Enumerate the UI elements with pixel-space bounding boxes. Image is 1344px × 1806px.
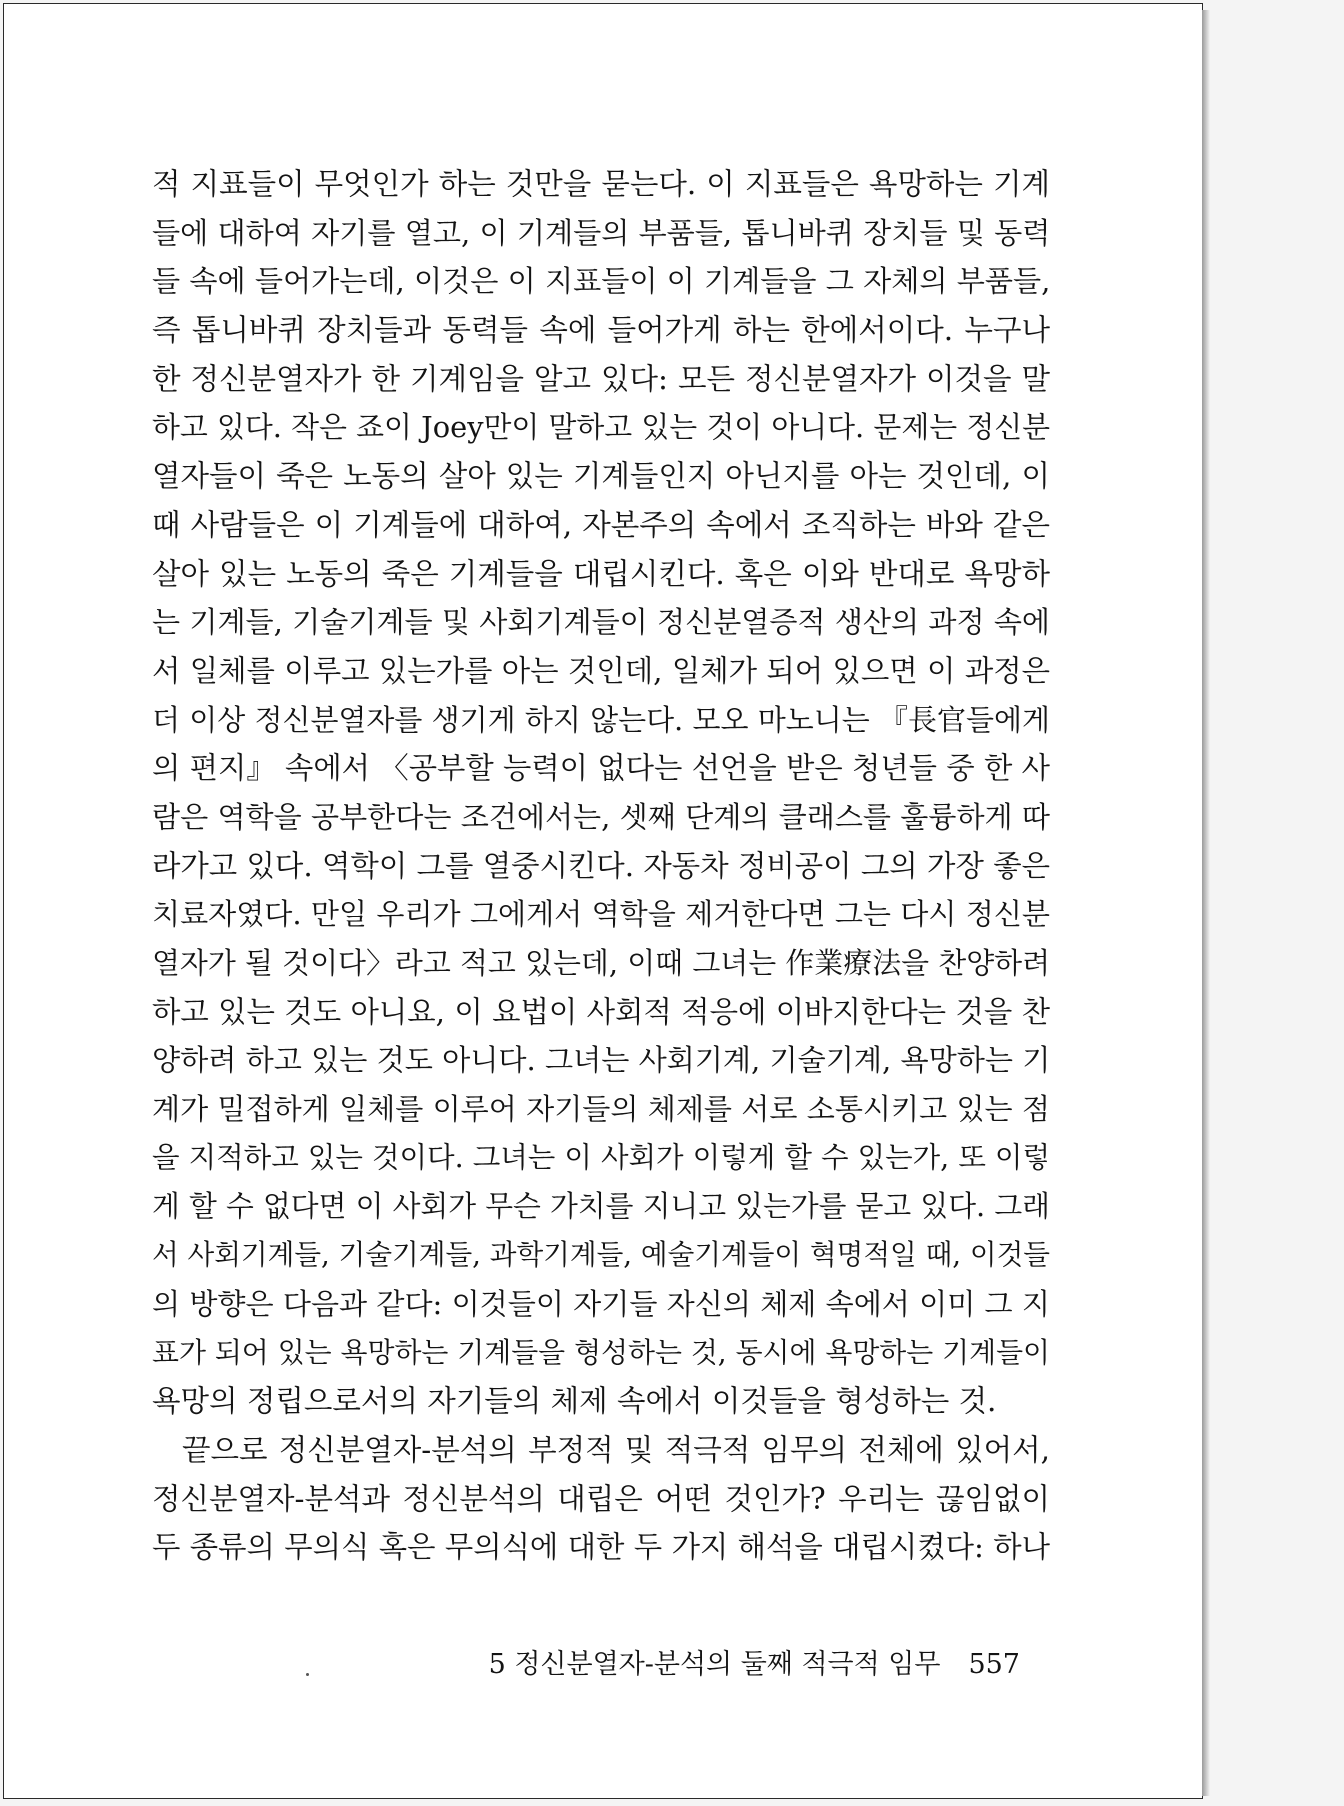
text-line: 서 사회기계들, 기술기계들, 과학기계들, 예술기계들이 혁명적일 때, 이것들 [152,1238,1050,1272]
text-line: 계가 밀접하게 일체를 이루어 자기들의 체제를 서로 소통시키고 있는 점 [152,1092,1050,1127]
page-number: 557 [968,1649,1020,1680]
text-line: 서 일체를 이루고 있는가를 아는 것인데, 일체가 되어 있으면 이 과정은 [152,653,1050,688]
text-line: 열자가 될 것이다〉라고 적고 있는데, 이때 그녀는 作業療法을 찬양하려 [152,946,1050,980]
text-line: 하고 있다. 작은 죠이 Joey만이 말하고 있는 것이 아니다. 문제는 정신분 [152,410,1050,445]
text-line: 즉 톱니바퀴 장치들과 동력들 속에 들어가게 하는 한에서이다. 누구나 [152,313,1050,348]
text-line: 의 방향은 다음과 같다: 이것들이 자기들 자신의 체제 속에서 이미 그 지 [152,1286,1050,1321]
text-line: 양하려 하고 있는 것도 아니다. 그녀는 사회기계, 기술기계, 욕망하는 기 [152,1043,1051,1078]
text-line: 열자들이 죽은 노동의 살아 있는 기계들인지 아닌지를 아는 것인데, 이 [152,459,1050,494]
page-footer [489,1642,1020,1681]
text-line: 의 편지』 속에서 〈공부할 능력이 없다는 선언을 받은 청년들 중 한 사 [152,751,1050,786]
text-line: 는 기계들, 기술기계들 및 사회기계들이 정신분열증적 생산의 과정 속에 [152,605,1050,640]
text-line-paragraph-start: 끝으로 정신분열자-분석의 부정적 및 적극적 임무의 전체에 있어서, [182,1432,1050,1467]
page-edge-shadow [1202,10,1210,1796]
text-line: 게 할 수 없다면 이 사회가 무슨 가치를 지니고 있는가를 묻고 있다. 그래 [152,1189,1050,1224]
text-line: 더 이상 정신분열자를 생기게 하지 않는다. 모오 마노니는 『長官들에게 [152,702,1050,737]
text-line: 을 지적하고 있는 것이다. 그녀는 이 사회가 이렇게 할 수 있는가, 또 이렇 [152,1140,1050,1174]
text-line: 하고 있는 것도 아니요, 이 요법이 사회적 적응에 이바지한다는 것을 찬 [152,994,1050,1029]
print-speck [306,1673,309,1676]
running-head: 5 정신분열자-분석의 둘째 적극적 임무 [488,1649,941,1680]
text-line: 표가 되어 있는 욕망하는 기계들을 형성하는 것, 동시에 욕망하는 기계들이 [152,1335,1050,1369]
text-line: 들 속에 들어가는데, 이것은 이 지표들이 이 기계들을 그 자체의 부품들, [152,264,1051,299]
text-line: 살아 있는 노동의 죽은 기계들을 대립시킨다. 혹은 이와 반대로 욕망하 [152,556,1050,591]
text-line: 정신분열자-분석과 정신분석의 대립은 어떤 것인가? 우리는 끊임없이 [152,1481,1050,1516]
text-line: 적 지표들이 무엇인가 하는 것만을 묻는다. 이 지표들은 욕망하는 기계 [152,167,1050,201]
text-line: 두 종류의 무의식 혹은 무의식에 대한 두 가지 해석을 대립시켰다: 하나 [152,1530,1050,1565]
text-line: 라가고 있다. 역학이 그를 열중시킨다. 자동차 정비공이 그의 가장 좋은 [152,848,1050,883]
text-line-paragraph-end: 욕망의 정립으로서의 자기들의 체제 속에서 이것들을 형성하는 것. [152,1384,997,1419]
text-line: 때 사람들은 이 기계들에 대하여, 자본주의 속에서 조직하는 바와 같은 [152,507,1050,542]
text-line: 한 정신분열자가 한 기계임을 알고 있다: 모든 정신분열자가 이것을 말 [152,361,1050,396]
text-line: 들에 대하여 자기를 열고, 이 기계들의 부품들, 톱니바퀴 장치들 및 동력 [152,215,1051,250]
text-line: 람은 역학을 공부한다는 조건에서는, 셋째 단계의 클래스를 훌륭하게 따 [152,799,1050,834]
text-line: 치료자였다. 만일 우리가 그에게서 역학을 제거한다면 그는 다시 정신분 [152,897,1050,932]
body-text [152,160,1050,1572]
